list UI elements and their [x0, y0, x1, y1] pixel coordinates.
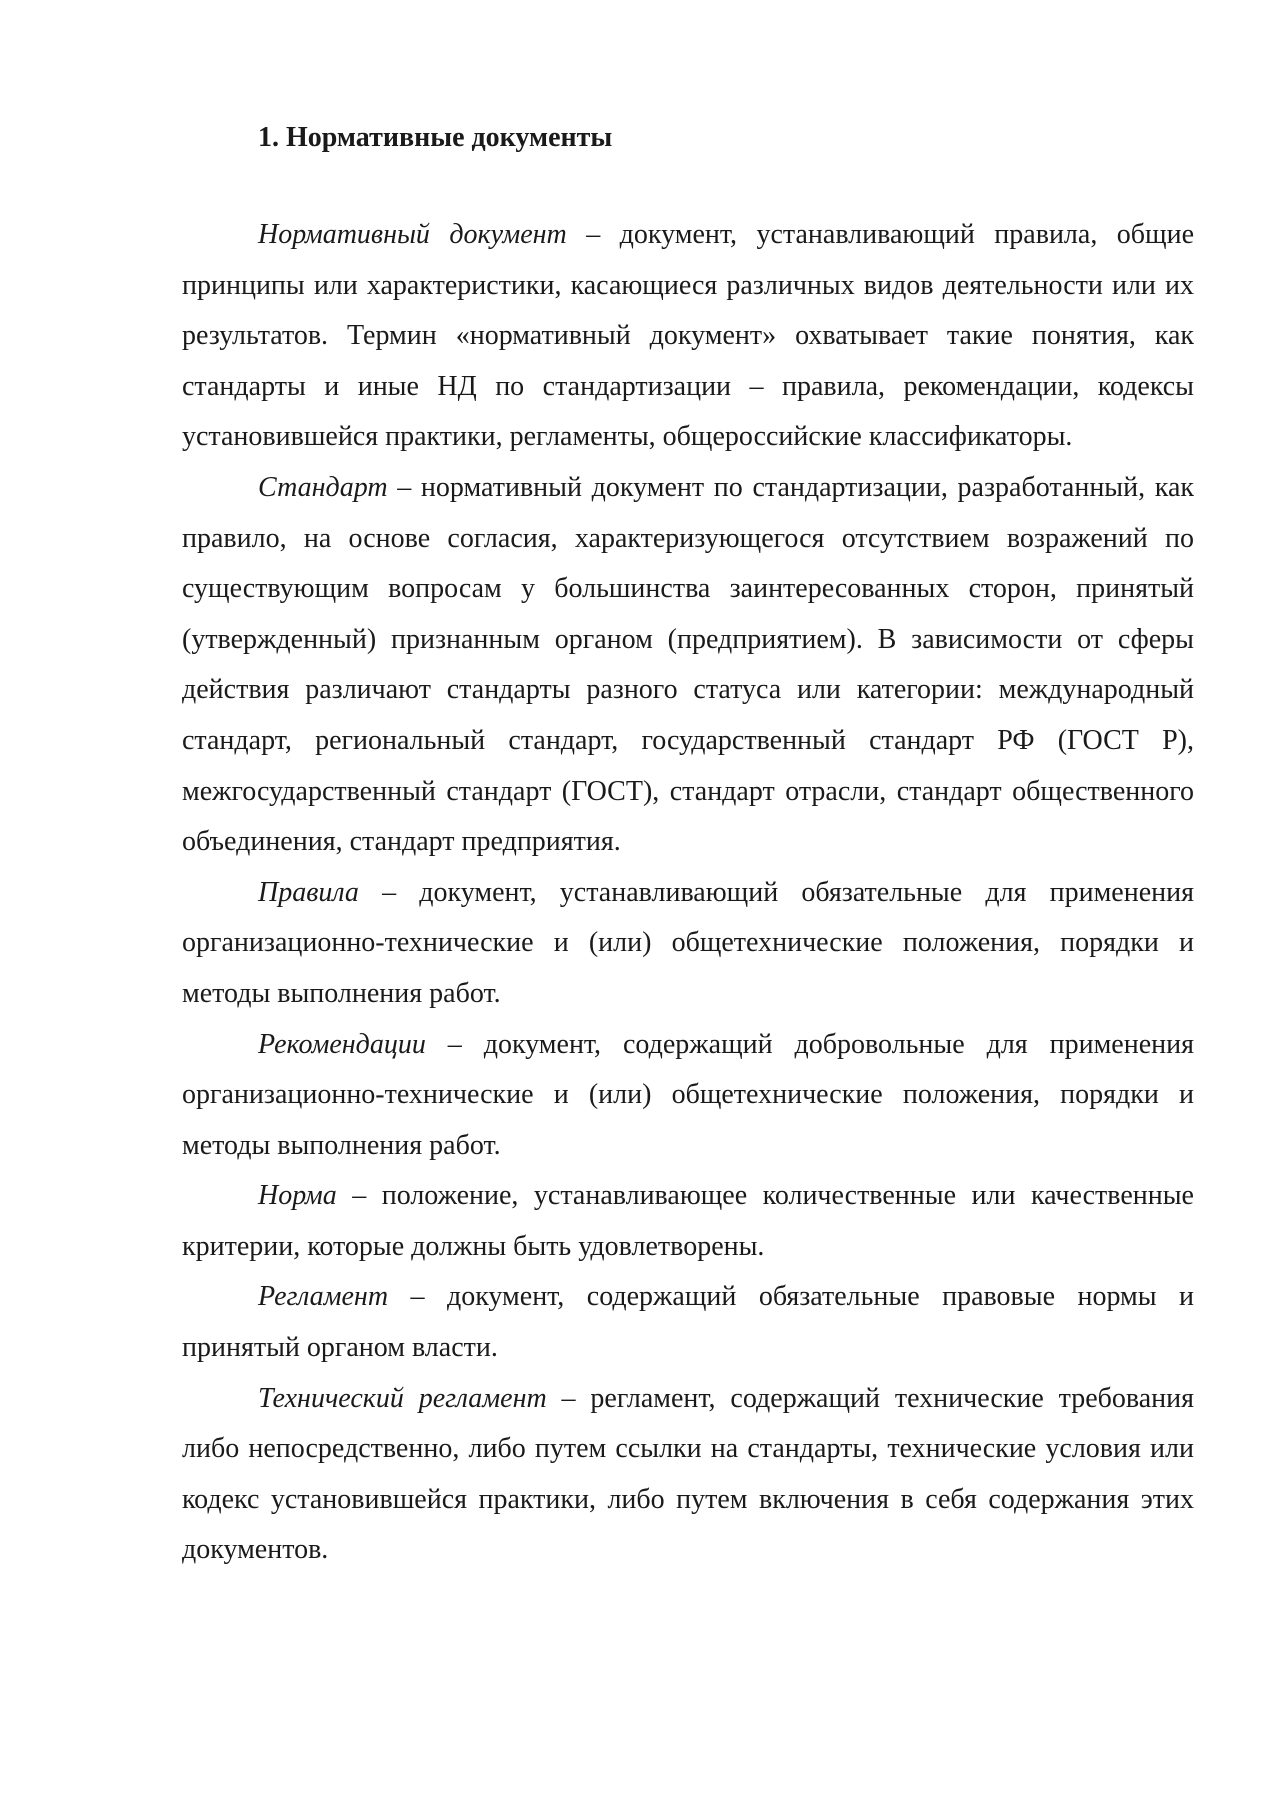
definition-paragraph — [182, 1171, 1194, 1272]
definition-text: – нормативный документ по стандартизации, разработанный, как правило, на основе согласия, характеризующегося отсутствием возражений по существующим вопросам у большинства заинтересованных сторон, принятый (утвержденный) признанным органом (предприятием). В зависимости от сферы действия различают стандарты разного статуса или категории: международный стандарт, региональный стандарт, государственный стандарт РФ (ГОСТ Р), межгосударственный стандарт (ГОСТ), стандарт отрасли, стандарт общественного объединения, стандарт предприятия. — [182, 471, 1194, 858]
definition-term: Норма — [258, 1180, 337, 1212]
document-body — [182, 210, 1194, 1576]
definition-paragraph — [182, 1374, 1194, 1576]
definition-text: – документ, содержащий добровольные для применения организационно-технические и (или) общетехнические положения, порядки и методы выполнения работ. — [182, 1028, 1194, 1161]
definition-text: – регламент, содержащий технические требования либо непосредственно, либо путем ссылки на стандарты, технические условия или кодекс установившейся практики, либо путем включения в себя содержания этих документов. — [182, 1382, 1195, 1566]
definition-text: – документ, устанавливающий обязательные для применения организационно-технические и (или) общетехнические положения, порядки и методы выполнения работ. — [182, 876, 1194, 1009]
definition-term: Технический регламент — [258, 1382, 547, 1414]
definition-paragraph — [182, 868, 1194, 1020]
definition-paragraph — [182, 210, 1194, 463]
definition-paragraph — [182, 463, 1194, 868]
definition-term: Рекомендации — [258, 1028, 426, 1060]
definition-term: Регламент — [258, 1281, 389, 1313]
definition-text: – положение, устанавливающее количественные или качественные критерии, которые должны быть удовлетворены. — [182, 1180, 1194, 1262]
definition-term: Правила — [258, 876, 359, 908]
definition-paragraph — [182, 1272, 1194, 1373]
definition-paragraph — [182, 1020, 1194, 1172]
definition-term: Стандарт — [258, 471, 388, 503]
definition-term: Нормативный документ — [258, 219, 567, 250]
definition-text: – документ, содержащий обязательные правовые нормы и принятый органом власти. — [182, 1281, 1194, 1364]
section-heading: 1. Нормативные документы — [258, 122, 613, 153]
definition-text: – документ, устанавливающий правила, общие принципы или характеристики, касающиеся различных видов деятельности или их результатов. Термин «нормативный документ» охватывает такие понятия, как стандарты и иные НД по стандартизации – правила, рекомендации, кодексы установившейся практики, регламенты, общероссийские классификаторы. — [182, 219, 1194, 453]
